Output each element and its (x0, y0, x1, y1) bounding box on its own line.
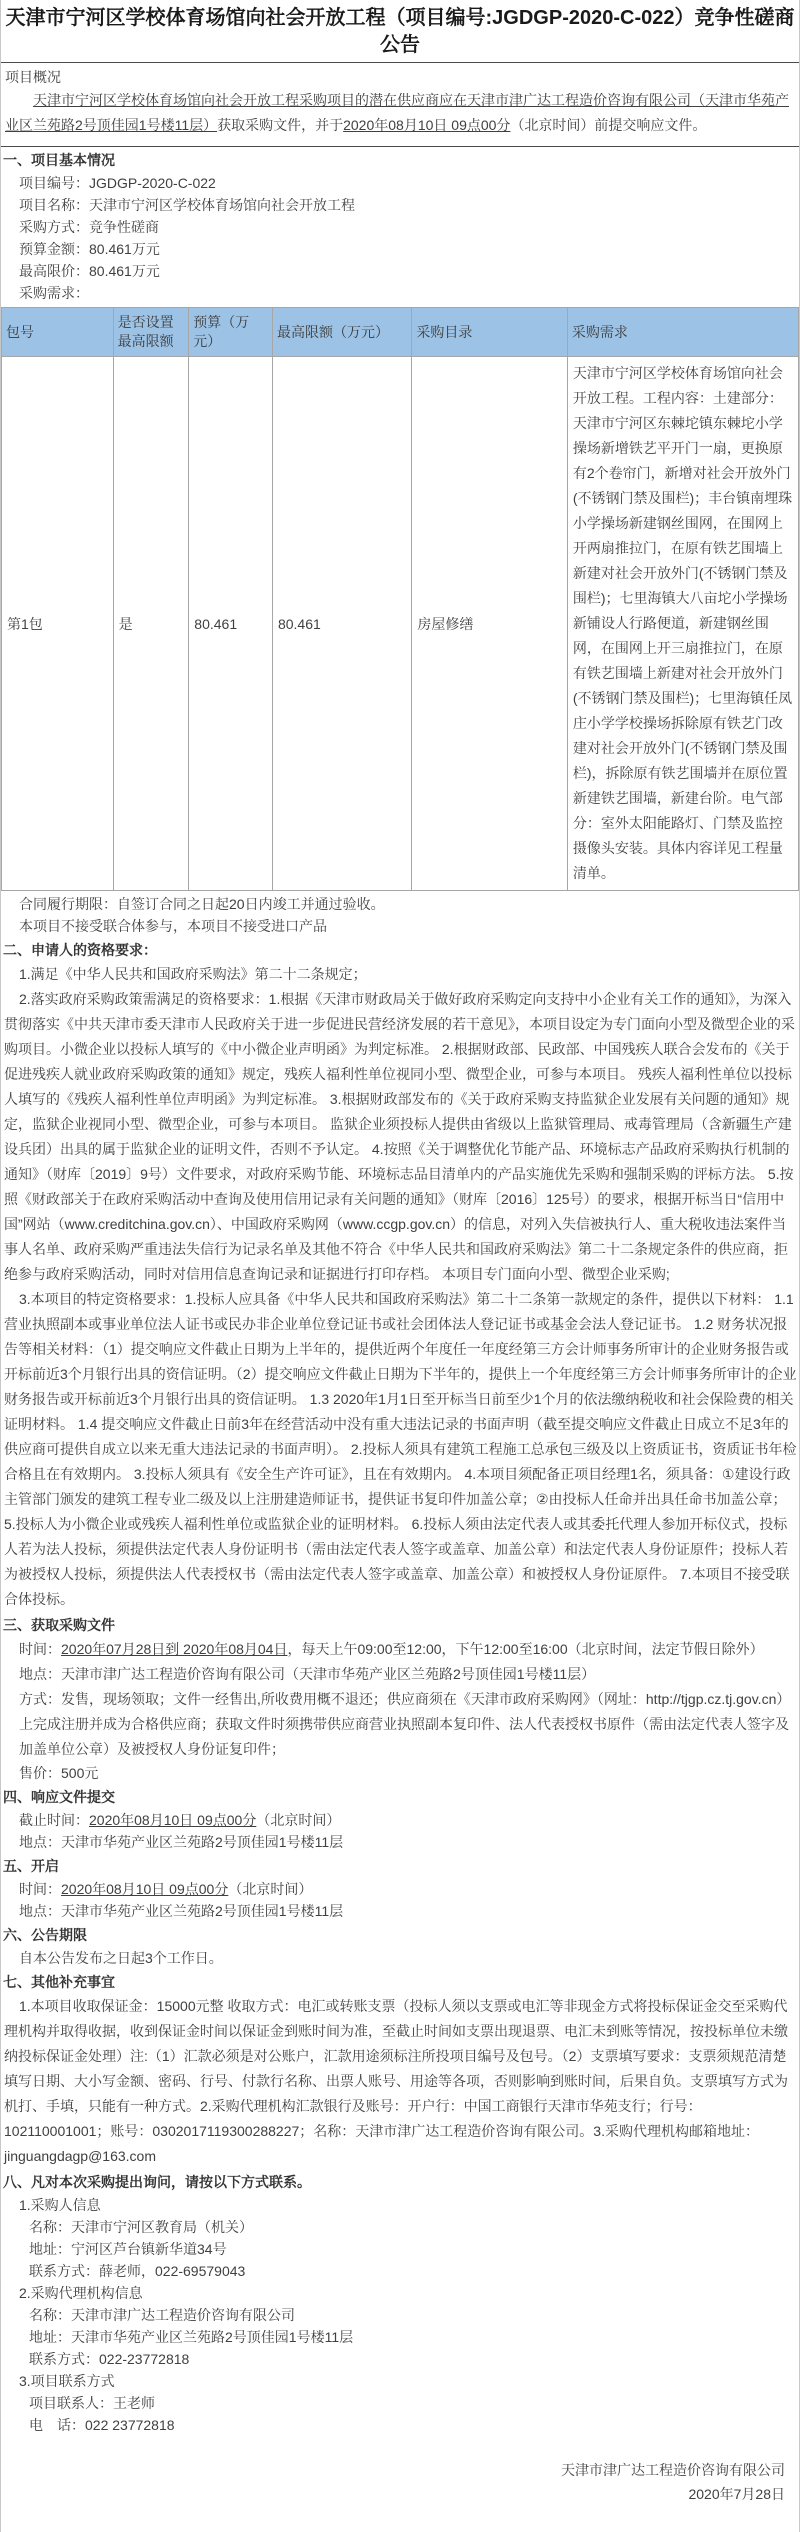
cell-package: 第1包 (2, 357, 114, 891)
field-label: 最高限价： (19, 263, 89, 279)
opening-time-line (1, 1878, 799, 1900)
field-value: 80.461万元 (89, 263, 160, 279)
section-heading-submission: 四、响应文件提交 (3, 1789, 115, 1805)
cell-max-cap: 80.461 (272, 357, 411, 891)
field-procurement-demand (1, 282, 799, 304)
time-label: 时间： (19, 1641, 61, 1657)
obtain-time-underlined: 2020年07月28日到 2020年08月04日 (61, 1641, 288, 1657)
overview-intro-paragraph (5, 88, 795, 138)
field-label: 预算金额： (19, 241, 89, 257)
field-max-price (1, 260, 799, 282)
field-project-number (1, 172, 799, 194)
footer-date: 2020年7月28日 (688, 2486, 785, 2502)
submission-deadline-underlined: 2020年08月10日 09点00分 (89, 1812, 257, 1828)
page-title: 天津市宁河区学校体育场馆向社会开放工程（项目编号:JGDGP-2020-C-022）竞争性磋商公告 (5, 7, 795, 56)
section-heading-qualification: 二、申请人的资格要求： (3, 942, 157, 958)
cell-budget: 80.461 (189, 357, 273, 891)
col-header-requirement: 采购需求 (567, 308, 798, 357)
submission-location-line: 地点：天津市华苑产业区兰苑路2号顶佳园1号楼11层 (19, 1834, 344, 1850)
purchaser-info-title: 1.采购人信息 (19, 2197, 101, 2213)
col-header-budget: 预算（万元） (189, 308, 273, 357)
project-contact-phone: 电 话：022 23772818 (29, 2417, 175, 2433)
agency-info-title: 2.采购代理机构信息 (19, 2285, 143, 2301)
notice-period-text: 自本公告发布之日起3个工作日。 (19, 1950, 223, 1966)
intro-text-2: （北京时间）前提交响应文件。 (510, 117, 707, 133)
intro-text-1: 获取采购文件，并于 (217, 117, 344, 133)
obtain-location-line: 地点：天津市津广达工程造价咨询有限公司（天津市华苑产业区兰苑路2号顶佳园1号楼11层） (19, 1666, 596, 1682)
cell-requirement: 天津市宁河区学校体育场馆向社会开放工程。工程内容：土建部分：天津市宁河区东棘坨镇东棘坨小学操场新增铁艺平开门一扇，更换原有2个卷帘门，新增对社会开放外门(不锈钢门禁及围栏)；丰台镇南埋珠小学操场新建钢丝围网，在围网上开两扇推拉门，在原有铁艺围墙上新建对社会开放外门(不锈钢门禁及围栏)；七里海镇大八亩坨小学操场新铺设人行路便道，新建钢丝围网，在围网上开三扇推拉门，在原有铁艺围墙上新建对社会开放外门(不锈钢门禁及围栏)；七里海镇任凤庄小学学校操场拆除原有铁艺门改建对社会开放外门(不锈钢门禁及围栏)，拆除原有铁艺围墙并在原位置新建铁艺围墙，新建台阶。电气部分：室外太阳能路灯、门禁及监控摄像头安装。具体内容详见工程量清单。 (567, 357, 798, 891)
footer-company: 天津市津广达工程造价咨询有限公司 (561, 2462, 785, 2478)
opening-time-rest: （北京时间） (228, 1881, 313, 1897)
submission-deadline-rest: （北京时间） (256, 1812, 341, 1828)
requirements-table (1, 307, 799, 891)
field-value: JGDGP-2020-C-022 (89, 175, 216, 191)
obtain-price-line: 售价：500元 (19, 1765, 99, 1781)
overview-heading: 项目概况 (5, 69, 61, 85)
submission-deadline-line (1, 1809, 799, 1831)
qualification-item-2: 2.落实政府采购政策需满足的资格要求：1.根据《天津市财政局关于做好政府采购定向支持中小企业有关工作的通知》，为深入贯彻落实《中共天津市委天津市人民政府关于进一步促进民营经济发展的若干意见》，本项目设定为专门面向小型及微型企业的采购项目。小微企业以投标人填写的《中小微企业声明函》为判定标准。 2.根据财政部、民政部、中国残疾人联合会发布的《关于促进残疾人就业政府采购政策的通知》规定，残疾人福利性单位视同小型、微型企业，可参与本项目。 残疾人福利性单位以投标人填写的《残疾人福利性单位声明函》为判定标准。 3.根据财政部发布的《关于政府采购支持监狱企业发展有关问题的通知》规定，监狱企业视同小型、微型企业，可参与本项目。 监狱企业须投标人提供由省级以上监狱管理局、戒毒管理局（含新疆生产建设兵团）出具的属于监狱企业的证明文件，否则不予认定。 4.按照《关于调整优化节能产品、环境标志产品政府采购执行机制的通知》（财库〔2019〕9号）文件要求，对政府采购节能、环境标志品目清单内的产品实施优先采购和强制采购的评标方法。 5.按照《财政部关于在政府采购活动中查询及使用信用记录有关问题的通知》（财库〔2016〕125号）的要求，根据开标当日“信用中国”网站（www.creditchina.gov.cn）、中国政府采购网（www.ccgp.gov.cn）的信息，对列入失信被执行人、重大税收违法案件当事人名单、政府采购严重违法失信行为记录名单及其他不符合《中华人民共和国政府采购法》第二十二条规定条件的供应商，拒绝参与政府采购活动，同时对信用信息查询记录和证据进行打印存档。 本项目专门面向小型、微型企业采购; (4, 991, 795, 1282)
purchaser-name: 名称：天津市宁河区教育局（机关） (29, 2219, 253, 2235)
table-header-row (2, 308, 799, 357)
obtain-time-line (1, 1637, 799, 1662)
field-procurement-method (1, 216, 799, 238)
field-label: 采购方式： (19, 219, 89, 235)
project-overview-box (1, 62, 799, 147)
agency-contact: 联系方式：022-23772818 (29, 2351, 190, 2367)
opening-location-line: 地点：天津市华苑产业区兰苑路2号顶佳园1号楼11层 (19, 1903, 344, 1919)
section-heading-notice-period: 六、公告期限 (3, 1927, 87, 1943)
col-header-package: 包号 (2, 308, 114, 357)
field-label: 采购需求： (19, 285, 89, 301)
opening-time-label: 时间： (19, 1881, 61, 1897)
purchaser-contact: 联系方式：薛老师，022-69579043 (29, 2263, 246, 2279)
intro-underlined-project-and-agency: 天津市宁河区学校体育场馆向社会开放工程采购项目的潜在供应商应在天津市津广达工程造价咨询有限公司（天津市华苑产业区兰苑路2号顶佳园1号楼11层） (5, 92, 789, 133)
purchaser-address: 地址：宁河区芦台镇新华道34号 (29, 2241, 227, 2257)
opening-time-underlined: 2020年08月10日 09点00分 (61, 1881, 229, 1897)
project-contact-person: 项目联系人：王老师 (29, 2395, 155, 2411)
field-label: 项目名称： (19, 197, 89, 213)
agency-address: 地址：天津市华苑产业区兰苑路2号顶佳园1号楼11层 (29, 2329, 354, 2345)
qualification-item-3: 3.本项目的特定资格要求：1.投标人应具备《中华人民共和国政府采购法》第二十二条第一款规定的条件，提供以下材料： 1.1营业执照副本或事业单位法人证书或民办非企业单位登记证书或社会团体法人登记证书或基金会法人登记证书。 1.2 财务状况报告等相关材料：（1）提交响应文件截止日期为上半年的，提供近两个年度任一年度经第三方会计师事务所审计的企业财务报告或开标前近3个月银行出具的资信证明。（2）提交响应文件截止日期为下半年的，提供上一个年度经第三方会计师事务所审计的企业财务报告或开标前近3个月银行出具的资信证明。 1.3 2020年1月1日至开标当日前至少1个月的依法缴纳税收和社会保险费的相关证明材料。 1.4 提交响应文件截止日前3年在经营活动中没有重大违法记录的书面声明（截至提交响应文件截止日成立不足3年的供应商可提供自成立以来无重大违法记录的书面声明）。 2.投标人须具有建筑工程施工总承包三级及以上资质证书，资质证书年检合格且在有效期内。 3.投标人须具有《安全生产许可证》，且在有效期内。 4.本项目须配备正项目经理1名，须具备：①建设行政主管部门颁发的建筑工程专业二级及以上注册建造师证书，提供证书复印件加盖公章；②由投标人任命并出具任命书加盖公章； 5.投标人为小微企业或残疾人福利性单位或监狱企业的证明材料。 6.投标人须由法定代表人或其委托代理人参加开标仪式，投标人若为法人投标，须提供法定代表人身份证明书（需由法定代表人签字或盖章、加盖公章）和法定代表人身份证原件；投标人若为被授权人投标，须提供法人代表授权书（需由法定代表人签字或盖章、加盖公章）和被授权人身份证原件。 7.本项目不接受联合体投标。 (4, 1291, 797, 1607)
field-value: 80.461万元 (89, 241, 160, 257)
section-heading-obtain-documents: 三、获取采购文件 (3, 1617, 115, 1633)
field-label: 项目编号： (19, 175, 89, 191)
field-project-name (1, 194, 799, 216)
cell-cap-set: 是 (113, 357, 189, 891)
intro-underlined-deadline: 2020年08月10日 09点00分 (343, 117, 511, 133)
deadline-label: 截止时间： (19, 1812, 89, 1828)
col-header-cap-set: 是否设置最高限额 (113, 308, 189, 357)
joint-bid-note: 本项目不接受联合体参与，本项目不接受进口产品 (19, 918, 327, 934)
col-header-max-cap: 最高限额（万元） (272, 308, 411, 357)
qualification-item-1: 1.满足《中华人民共和国政府采购法》第二十二条规定； (19, 966, 367, 982)
cell-catalog: 房屋修缮 (412, 357, 567, 891)
section-heading-opening: 五、开启 (3, 1858, 59, 1874)
obtain-method-line: 方式：发售，现场领取；文件一经售出,所收费用概不退还；供应商须在《天津市政府采购网》（网址：http://tjgp.cz.tj.gov.cn）上完成注册并成为合格供应商；获取文件时须携带供应商营业执照副本复印件、法人代表授权书原件（需由法定代表人签字及加盖单位公章）及被授权人身份证复印件； (19, 1691, 791, 1757)
field-budget-amount (1, 238, 799, 260)
col-header-catalog: 采购目录 (412, 308, 567, 357)
field-value: 竞争性磋商 (89, 219, 159, 235)
section-heading-other-matters: 七、其他补充事宜 (3, 1974, 115, 1990)
obtain-time-rest: ，每天上午09:00至12:00，下午12:00至16:00（北京时间，法定节假日除外） (287, 1641, 764, 1657)
table-row (2, 357, 799, 891)
signature-block (1, 2458, 799, 2506)
contract-duration-line: 合同履行期限：自签订合同之日起20日内竣工并通过验收。 (19, 896, 385, 912)
field-value: 天津市宁河区学校体育场馆向社会开放工程 (89, 197, 355, 213)
agency-name: 名称：天津市津广达工程造价咨询有限公司 (29, 2307, 295, 2323)
project-contact-title: 3.项目联系方式 (19, 2373, 115, 2389)
section-heading-basic-info: 一、项目基本情况 (3, 152, 115, 168)
section-heading-contact: 八、凡对本次采购提出询问，请按以下方式联系。 (3, 2174, 311, 2190)
other-matters-text: 1.本项目收取保证金：15000元整 收取方式：电汇或转账支票（投标人须以支票或电汇等非现金方式将投标保证金交至采购代理机构并取得收据，收到保证金时间以保证金到账时间为准，至截止时间如支票出现退票、电汇未到账等情况，按投标单位未缴纳投标保证金处理）注:（1）汇款必须是对公账户，汇款用途须标注所投项目编号及包号。（2）支票填写要求：支票须规范清楚填写日期、大小写金额、密码、行号、付款行名称、出票人账号、用途等各项，否则影响到账时间，后果自负。支票填写方式为机打、手填，只能有一种方式。2.采购代理机构汇款银行及账号：开户行：中国工商银行天津市华苑支行；行号：102110001001；账号：0302017119300288227；名称：天津市津广达工程造价咨询有限公司。3.采购代理机构邮箱地址：jinguangdagp@163.com (4, 1998, 788, 2164)
